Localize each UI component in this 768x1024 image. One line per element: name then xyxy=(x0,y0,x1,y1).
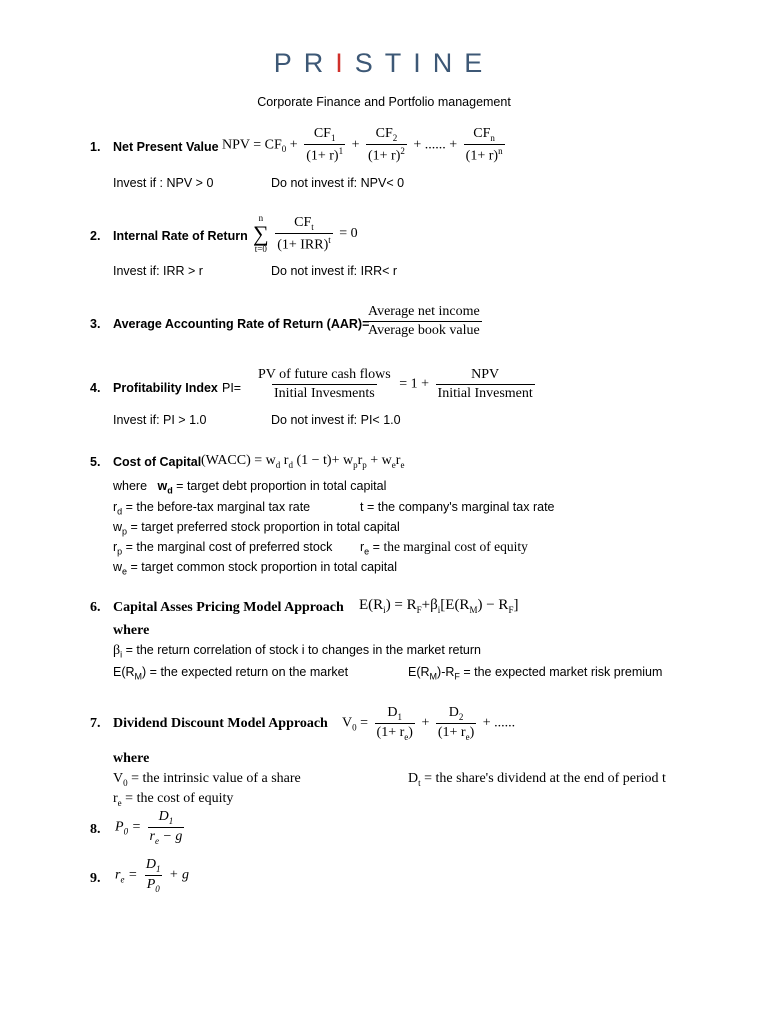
npv-label: Net Present Value xyxy=(113,140,219,154)
irr-reject-rule: Do not invest if: IRR< r xyxy=(271,264,398,278)
pi-formula: PV of future cash flows Initial Invesments = 1 + NPV Initial Invesment xyxy=(258,367,533,401)
item-number: 9. xyxy=(90,871,101,886)
wacc-formula: (WACC) = $w_d$ $r_d$ $(1 - t)+ w_pr_p + w_er_e$ xyxy=(201,453,405,470)
wacc-def-wp: $w_p$ = target preferred stock proportion in total capital xyxy=(113,520,400,537)
item-number: 1. xyxy=(90,140,101,154)
irr-invest-rule: Invest if: IRR > r xyxy=(113,264,203,278)
item-number: 5. xyxy=(90,455,101,469)
capm-def-premium: $E(R_M)-R_F$ = the expected market risk premium xyxy=(408,665,663,682)
npv-invest-rule: Invest if : NPV > 0 xyxy=(113,176,214,190)
wacc-def-wd: where $w_d$ = target debt proportion in total capital xyxy=(113,479,387,496)
capm-label: Capital Asses Pricing Model Approach xyxy=(113,600,344,615)
item-number: 6. xyxy=(90,600,101,615)
pi-invest-rule: Invest if: PI > 1.0 xyxy=(113,413,207,427)
wacc-def-re: $r_e$ = the marginal cost of equity xyxy=(360,539,528,557)
aar-label: Average Accounting Rate of Return (AAR)= xyxy=(113,317,370,331)
irr-label: Internal Rate of Return xyxy=(113,229,248,243)
wacc-def-rd: $r_d$ = the before-tax marginal tax rate xyxy=(113,500,311,517)
npv-formula: NPV = $CF_0$ + $\frac{CF_1}{(1+ r)^1}$ + $\frac{CF_2}{(1+ r)^2}$ + ...... + $CF_n$ $(1+ r)^n$ xyxy=(222,126,503,164)
gordon-formula: $P_0$ = $\frac{D_1}{r_e - g}$ xyxy=(115,809,183,846)
ddm-def-v0: $V_0$ = the intrinsic value of a share xyxy=(113,771,301,788)
item-number: 2. xyxy=(90,229,101,243)
item-number: 4. xyxy=(90,381,101,395)
aar-formula: Average net income Average book value xyxy=(368,304,480,338)
npv-reject-rule: Do not invest if: NPV< 0 xyxy=(271,176,405,190)
wacc-label: Cost of Capital xyxy=(113,455,202,469)
ddm-label: Dividend Discount Model Approach xyxy=(113,716,328,731)
wacc-def-t: t = the company's marginal tax rate xyxy=(360,500,555,514)
item-number: 7. xyxy=(90,716,101,731)
pristine-logo: PRISTINE xyxy=(273,48,495,78)
pi-label: Profitability Index xyxy=(113,381,218,395)
pi-reject-rule: Do not invest if: PI< 1.0 xyxy=(271,413,401,427)
required-return-formula: $r_e$ = $\frac{D_1}{P_0}$ + g xyxy=(115,857,189,894)
irr-formula: n ∑ t=0 $CF_t$ (1+ IRR)$^t$ = 0 xyxy=(253,213,358,254)
pi-prefix: PI= xyxy=(222,381,242,395)
document-title: Corporate Finance and Portfolio management xyxy=(257,95,511,109)
ddm-def-dt: $D_t$ = the share's dividend at the end of period t xyxy=(408,771,666,788)
ddm-formula: $V_0$ = $\frac{D_1}{(1+ r_e)}$ + $\frac{D_2}{(1+ r_e)}$ + ...... xyxy=(342,705,516,742)
capm-formula: $E(R_i) = R_F+\beta_i[E(R_M) - R_F]$ xyxy=(359,597,519,615)
capm-def-beta: $\beta_i$ = the return correlation of stock i to changes in the market return xyxy=(113,643,481,660)
wacc-def-rp: $r_p$ = the marginal cost of preferred stock xyxy=(113,540,333,557)
capm-def-erm: $E(R_M)$ = the expected return on the market xyxy=(113,665,349,682)
item-number: 8. xyxy=(90,822,101,837)
ddm-def-re: $r_e$ = the cost of equity xyxy=(113,791,234,808)
wacc-def-we: $w_e$ = target common stock proportion in total capital xyxy=(113,560,397,577)
capm-where: where xyxy=(113,623,150,638)
ddm-where: where xyxy=(113,751,150,766)
item-number: 3. xyxy=(90,317,101,331)
